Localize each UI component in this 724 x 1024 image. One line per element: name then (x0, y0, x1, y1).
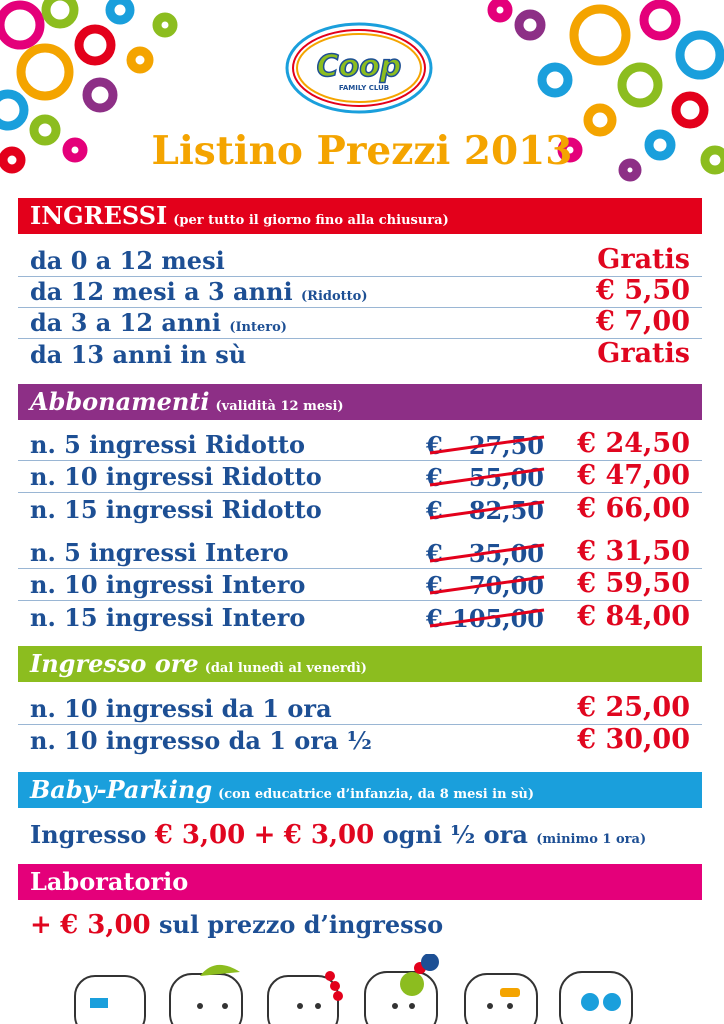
coop-family-club-logo (284, 22, 434, 114)
row-price: € 24,50 (577, 428, 690, 459)
section-title: INGRESSI (30, 201, 168, 230)
page-title: Listino Prezzi 2013 (151, 128, 573, 174)
svg-text:FAMILY CLUB: FAMILY CLUB (338, 84, 390, 92)
row-price: Gratis (597, 338, 690, 369)
row-price: € 84,00 (577, 601, 690, 632)
section-header-baby-parking (18, 772, 702, 808)
row-label: da 0 a 12 mesi (30, 246, 225, 275)
price-row (18, 246, 702, 277)
old-price: € 55,00 (426, 463, 544, 492)
section-note: (per tutto il giorno fino alla chiusura) (173, 213, 449, 228)
row-price: € 5,50 (596, 275, 690, 306)
price-row (18, 308, 702, 339)
row-price: € 30,00 (577, 724, 690, 755)
section-note: (validità 12 mesi) (215, 399, 344, 414)
row-label: n. 10 ingressi Ridotto (30, 462, 322, 491)
price-row (18, 538, 702, 569)
row-price: € 25,00 (577, 692, 690, 723)
old-price: € 105,00 (426, 604, 544, 633)
row-label: n. 10 ingresso da 1 ora ½ (30, 726, 372, 755)
price-row (18, 694, 702, 725)
section-header-laboratorio (18, 864, 702, 900)
row-label: n. 10 ingressi da 1 ora (30, 694, 332, 723)
section-note: (dal lunedì al venerdì) (204, 661, 367, 676)
row-label: n. 10 ingressi Intero (30, 570, 306, 599)
section-title: Laboratorio (30, 867, 189, 896)
row-label: da 13 anni in sù (30, 340, 247, 369)
old-price: € 27,50 (426, 431, 544, 460)
svg-text:Coop: Coop (316, 49, 402, 84)
laboratorio-price-line: + € 3,00 sul prezzo d’ingresso (30, 910, 444, 940)
section-title: Baby-Parking (30, 775, 213, 804)
row-price: € 66,00 (577, 493, 690, 524)
row-price: € 7,00 (596, 306, 690, 337)
section-title: Abbonamenti (30, 387, 210, 416)
row-price: Gratis (597, 244, 690, 275)
price-row (18, 494, 702, 525)
price-row (18, 277, 702, 308)
row-price: € 31,50 (577, 536, 690, 567)
row-label: n. 5 ingressi Ridotto (30, 430, 306, 459)
row-price: € 47,00 (577, 460, 690, 491)
row-label: n. 5 ingressi Intero (30, 538, 289, 567)
price-row (18, 570, 702, 601)
section-title: Ingresso ore (30, 649, 199, 678)
row-price: € 59,50 (577, 568, 690, 599)
old-price: € 70,00 (426, 571, 544, 600)
price-row (18, 602, 702, 633)
decorative-characters (0, 954, 724, 1024)
old-price: € 35,00 (426, 539, 544, 568)
row-label: n. 15 ingressi Intero (30, 603, 306, 632)
section-note: (con educatrice d’infanzia, da 8 mesi in sù) (218, 787, 535, 802)
row-label: da 12 mesi a 3 anni (Ridotto) (30, 277, 368, 306)
row-label: da 3 a 12 anni (Intero) (30, 308, 287, 337)
old-price: € 82,50 (426, 496, 544, 525)
row-label: n. 15 ingressi Ridotto (30, 495, 322, 524)
section-header-abbonamenti (18, 384, 702, 420)
price-row (18, 725, 702, 756)
baby-parking-price-line: Ingresso € 3,00 + € 3,00 ogni ½ ora (minimo 1 ora) (30, 820, 647, 850)
price-row (18, 339, 702, 370)
section-header-ingresso-ore (18, 646, 702, 682)
price-row (18, 462, 702, 493)
section-header-ingressi (18, 198, 702, 234)
price-row (18, 430, 702, 461)
